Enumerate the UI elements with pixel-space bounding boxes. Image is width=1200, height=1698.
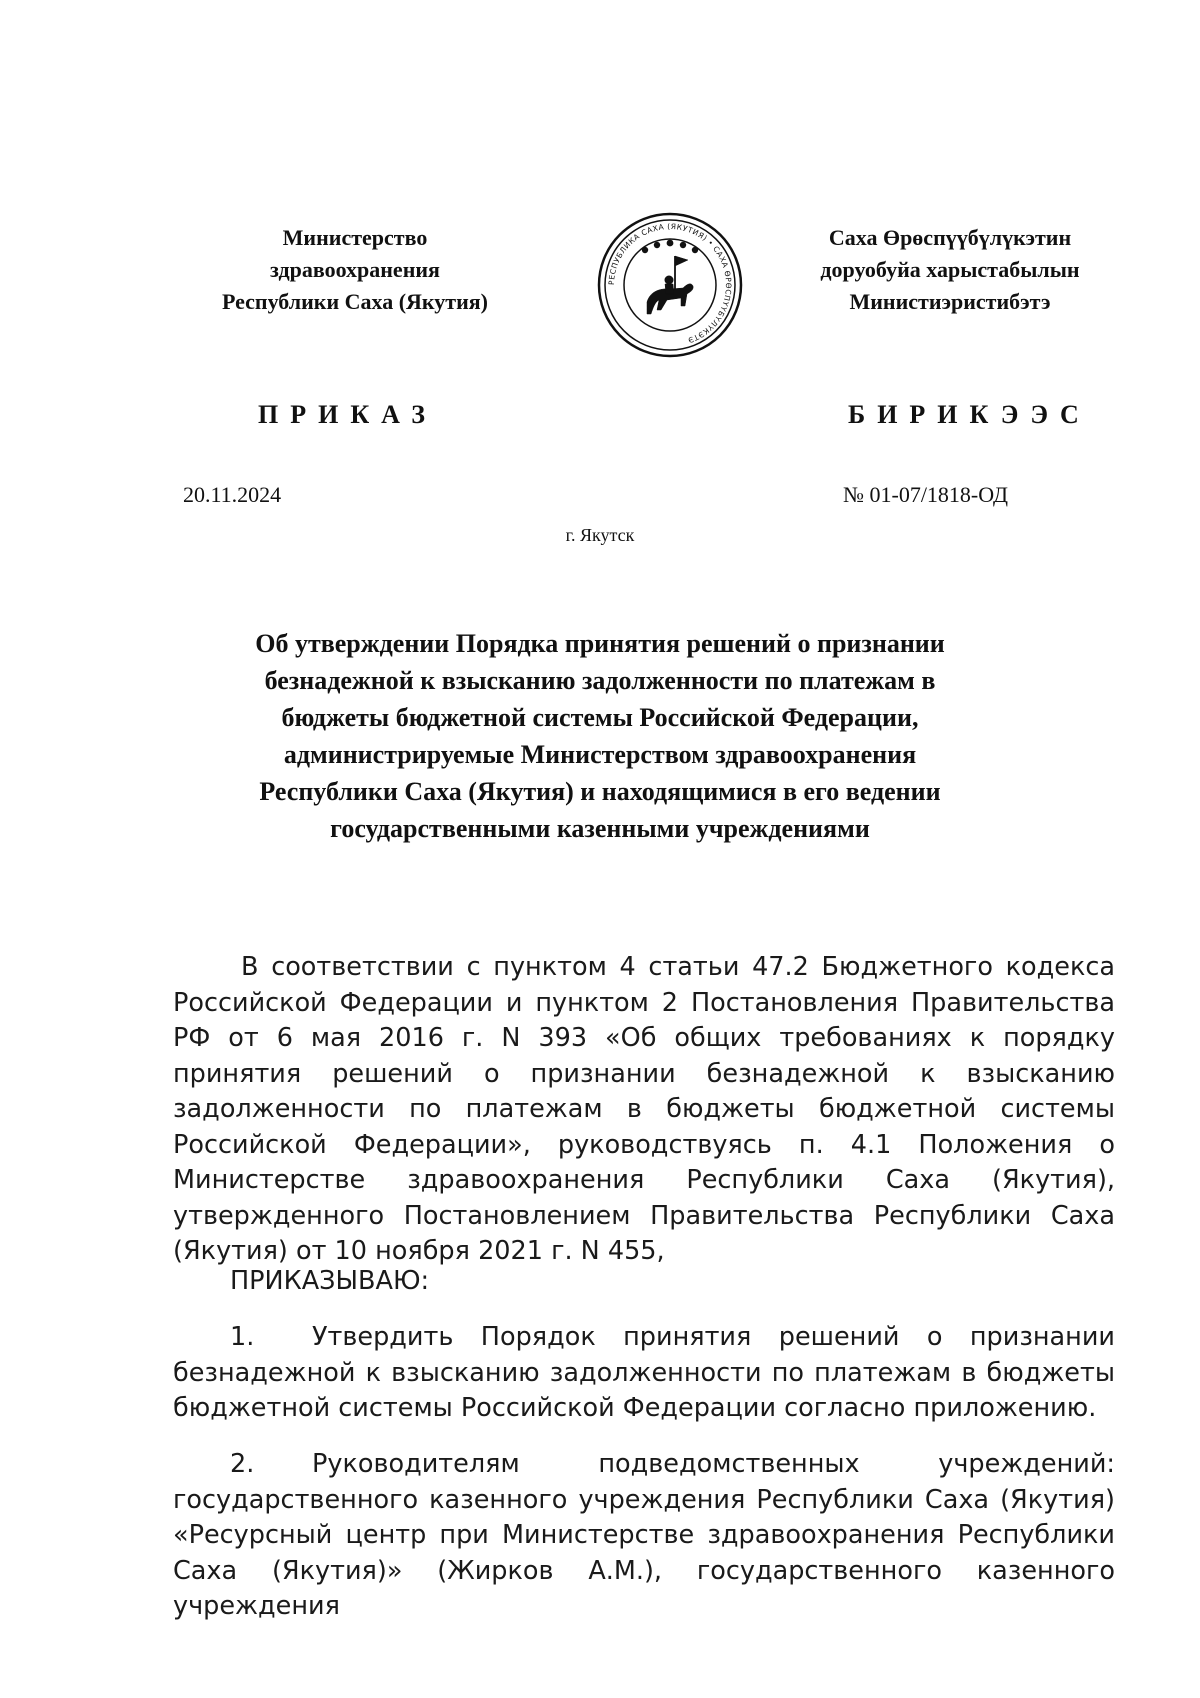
document-title-line: Об утверждении Порядка принятия решений о признании [255,629,945,658]
ministry-name-sah [775,222,1125,318]
order-city: г. Якутск [565,525,635,545]
ministry-name-sah-line: доруобуйа харыстабылын [820,257,1080,282]
order-item [173,1447,1115,1625]
republic-sakha-coat-of-arms-icon [595,210,745,360]
ministry-name-ru [205,222,505,318]
document-title-line: бюджеты бюджетной системы Российской Федерации, [281,703,919,732]
order-item-number: 1. [230,1322,255,1352]
preamble-paragraph: В соответствии с пунктом 4 статьи 47.2 Бюджетного кодекса Российской Федерации и пунктом 2 Постановления Правительства РФ от 6 мая 2016 г. N 393 «Об общих требованиях к порядку принятия решений о признании безнадежной к взысканию задолженности по платежам в бюджеты бюджетной системы Российской Федерации», руководствуясь п. 4.1 Положения о Министерстве здравоохранения Республики Саха (Якутия), утвержденного Постановлением Правительства Республики Саха (Якутия) от 10 ноября 2021 г. N 455, [173,952,1115,1266]
ministry-name-ru-line: Республики Саха (Якутия) [221,289,489,314]
document-title-line: безнадежной к взысканию задолженности по платежам в [264,666,936,695]
order-item [173,1320,1115,1427]
ministry-name-sah-line: Саха Өрөспүүбүлүкэтин [828,225,1072,250]
order-item-text: Руководителям подведомственных учреждений: государственного казенного учреждения Республики Саха (Якутия) «Ресурсный центр при Министерстве здравоохранения Республики Саха (Якутия)» (Жирков А.М.), государственного казенного учреждения [173,1449,1115,1621]
order-item-number: 2. [230,1449,255,1479]
document-title-line: государственными казенными учреждениями [330,814,870,843]
order-title-sah: БИРИКЭЭС [848,400,1091,429]
document-title-line: администрируемые Министерством здравоохранения [283,740,917,769]
document-title-line: Республики Саха (Якутия) и находящимися в его ведении [259,777,941,806]
order-number: № 01-07/1818-ОД [843,482,1009,507]
order-verb: ПРИКАЗЫВАЮ: [230,1266,430,1296]
ministry-name-ru-line: Министерство [282,225,428,250]
order-date: 20.11.2024 [183,482,282,507]
ministry-name-ru-line: здравоохранения [270,257,440,282]
emblem-ring-text: РЕСПУБЛИКА САХА (ЯКУТИЯ) • САХА ӨРӨСПҮҮБҮЛҮКЭТЭ [606,221,734,345]
order-title-ru: ПРИКАЗ [258,400,438,429]
ministry-name-sah-line: Министиэристибэтэ [849,289,1051,314]
order-item-text: Утвердить Порядок принятия решений о признании безнадежной к взысканию задолженности по платежам в бюджеты бюджетной системы Российской Федерации согласно приложению. [173,1322,1115,1423]
document-title [200,625,1000,847]
